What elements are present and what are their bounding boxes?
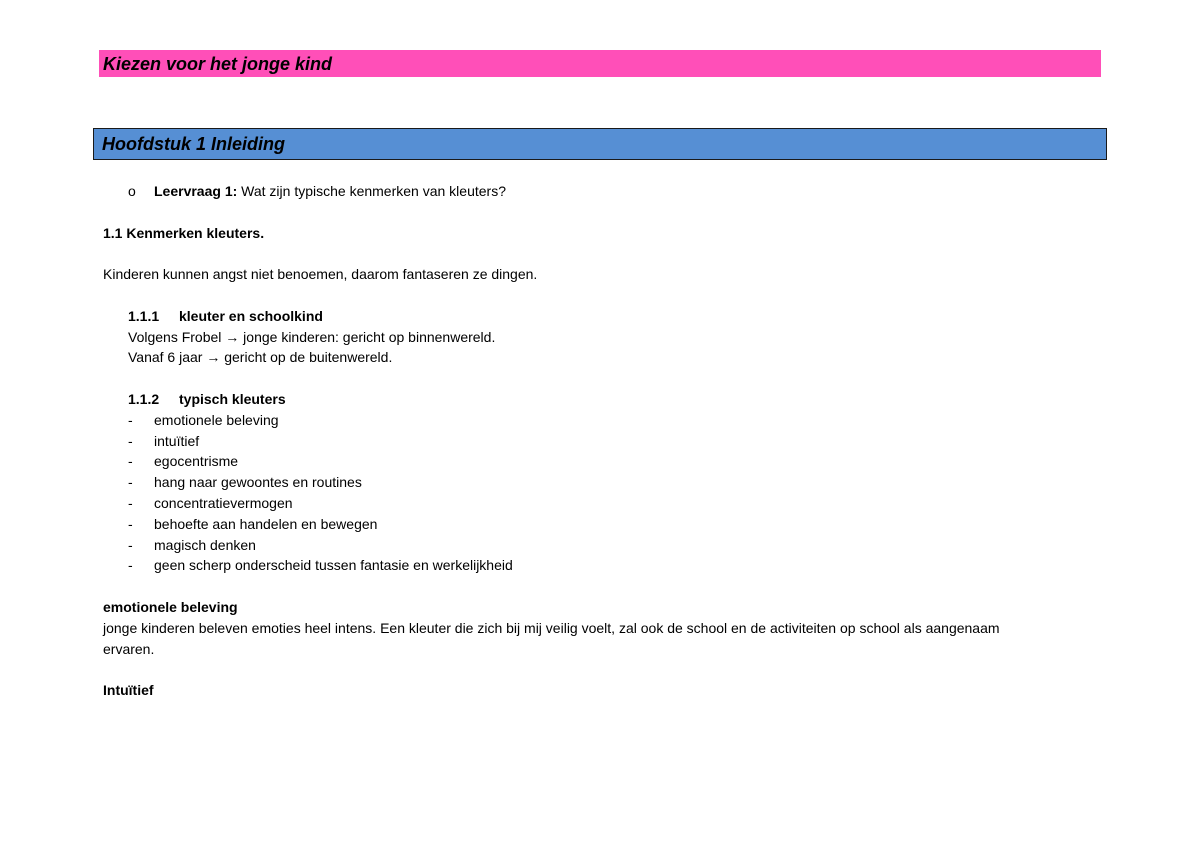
dash-bullet-icon: - (128, 474, 133, 491)
subsection-1-line-2: Vanaf 6 jaar → gericht op de buitenwereld. (128, 349, 393, 366)
subsection-2-title: typisch kleuters (179, 390, 286, 407)
section-heading: 1.1 Kenmerken kleuters. (103, 224, 265, 241)
subsection-1-title: kleuter en schoolkind (179, 307, 323, 324)
leervraag-text: Wat zijn typische kenmerken van kleuters? (241, 183, 506, 199)
circle-bullet-icon: o (128, 183, 136, 199)
chapter-heading: Hoofdstuk 1 Inleiding (93, 128, 1107, 160)
intuitief-heading: Intuïtief (103, 682, 154, 699)
dash-bullet-icon: - (128, 515, 133, 532)
leervraag-label: Leervraag 1: (154, 183, 238, 199)
dash-bullet-icon: - (128, 432, 133, 449)
subsection-1-line-1: Volgens Frobel → jonge kinderen: gericht op binnenwereld. (128, 328, 496, 345)
document-title: Kiezen voor het jonge kind (99, 50, 1101, 77)
section-intro: Kinderen kunnen angst niet benoemen, daarom fantaseren ze dingen. (103, 266, 538, 283)
dash-bullet-icon: - (128, 411, 133, 428)
subsection-2-heading (103, 389, 1103, 410)
dash-bullet-icon: - (128, 536, 133, 553)
emotionele-paragraph: jonge kinderen beleven emoties heel intens. Een kleuter die zich bij mij veilig voelt, zal ook de school en de activiteiten op school als aangenaam ervaren. (103, 619, 1000, 657)
dash-bullet-icon: - (128, 453, 133, 470)
dash-bullet-icon: - (128, 557, 133, 574)
subsection-1-heading (103, 306, 1103, 327)
emotionele-heading: emotionele beleving (103, 598, 238, 615)
document-body (103, 181, 1103, 701)
subsection-2-number: 1.1.2 (128, 390, 160, 407)
list-item: - geen scherp onderscheid tussen fantasie en werkelijkheid (103, 555, 1103, 576)
dash-bullet-icon: - (128, 494, 133, 511)
list-item: - magisch denken (103, 535, 1103, 556)
list-item: - behoefte aan handelen en bewegen (103, 514, 1103, 535)
leervraag-line (103, 181, 1103, 202)
subsection-1-number: 1.1.1 (128, 307, 160, 324)
list-item: - emotionele beleving (103, 410, 1103, 431)
list-item: - hang naar gewoontes en routines (103, 472, 1103, 493)
list-item: - intuïtief (103, 431, 1103, 452)
list-item: - concentratievermogen (103, 493, 1103, 514)
list-item: - egocentrisme (103, 451, 1103, 472)
